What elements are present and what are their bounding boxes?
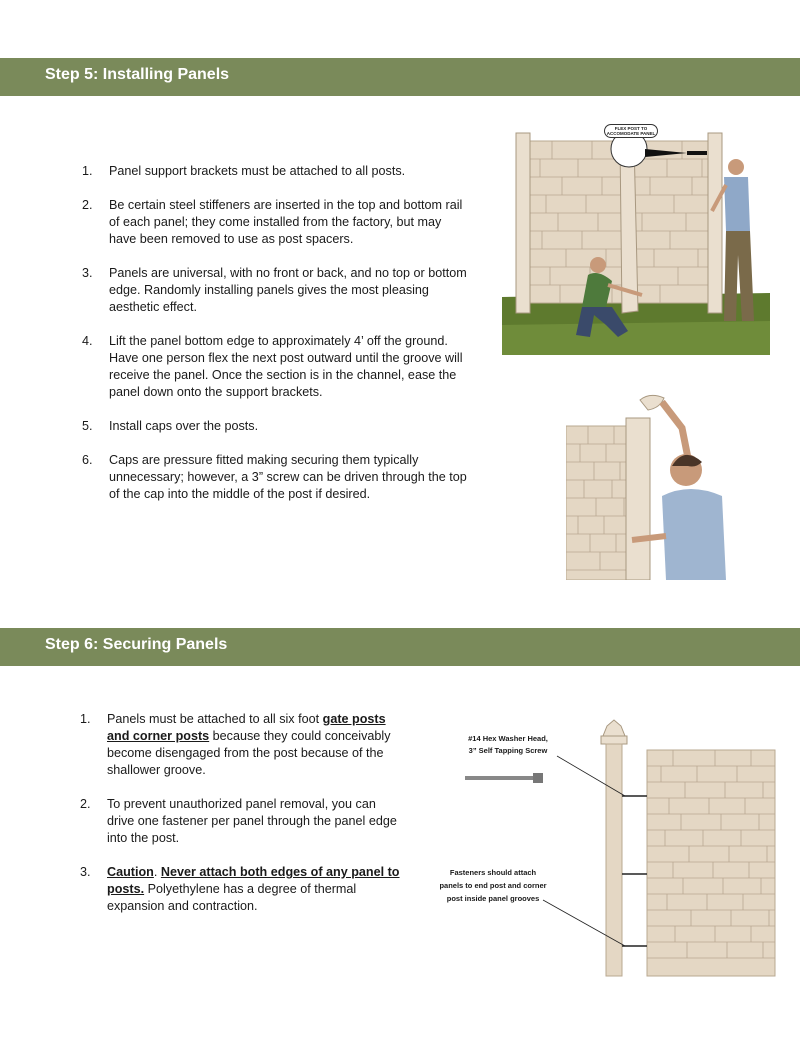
item-number: 1.	[80, 712, 91, 726]
step6-list	[80, 711, 400, 932]
item-text: Lift the panel bottom edge to approximately 4’ off the ground. Have one person flex the next post outward until the groove will receive the panel. Once the section is in the channel, ease the panel down onto the support brackets.	[109, 334, 463, 399]
item-text: Polyethylene has a degree of thermal expansion and contraction.	[107, 882, 357, 913]
step6-banner	[0, 628, 800, 666]
item-number: 5.	[82, 419, 93, 433]
list-item	[80, 864, 400, 915]
list-item	[80, 796, 400, 847]
never-attach-warning: Never attach both edges of any panel to posts.	[107, 865, 400, 896]
list-item	[82, 418, 472, 435]
item-number: 3.	[80, 865, 91, 879]
list-item	[82, 197, 472, 248]
flex-post-callout: FLEX POST TO ACCOMODATE PANEL	[604, 124, 658, 138]
step5-list	[82, 163, 472, 520]
item-text: Caps are pressure fitted making securing them typically unnecessary; however, a 3” screw can be driven through the top of the cap into the middle of the post if desired.	[109, 453, 467, 501]
fastener-label-line2: panels to end post and corner	[439, 881, 547, 890]
fastener-diagram	[425, 718, 780, 980]
fastener-label-line3: post inside panel grooves	[446, 894, 540, 903]
item-text: To prevent unauthorized panel removal, you can drive one fastener per panel through the panel edge into the post.	[107, 797, 397, 845]
fastener-label	[428, 866, 558, 905]
item-number: 2.	[82, 198, 93, 212]
item-text: Install caps over the posts.	[109, 419, 259, 433]
item-number: 1.	[82, 164, 93, 178]
list-item	[82, 452, 472, 503]
item-text: Panels must be attached to all six foot	[107, 712, 323, 726]
item-number: 2.	[80, 797, 91, 811]
cap-install-illustration	[566, 388, 736, 580]
caution-label: Caution	[107, 865, 154, 879]
item-text: Be certain steel stiffeners are inserted in the top and bottom rail of each panel; they come installed from the factory, but may have been removed to use as post spacers.	[109, 198, 463, 246]
list-item	[82, 265, 472, 316]
list-item	[82, 333, 472, 401]
screw-label-line1: #14 Hex Washer Head,	[468, 734, 548, 743]
step5-banner	[0, 58, 800, 96]
panel-install-illustration	[502, 125, 770, 355]
item-number: 6.	[82, 453, 93, 467]
list-item	[80, 711, 400, 779]
item-text: .	[153, 865, 161, 879]
item-text: Panels are universal, with no front or back, and no top or bottom edge. Randomly installing panels gives the most pleasing aesthetic effect.	[109, 266, 467, 314]
item-number: 4.	[82, 334, 93, 348]
step6-title: Step 6: Securing Panels	[45, 636, 228, 653]
fastener-label-line1: Fasteners should attach	[449, 868, 537, 877]
step5-title: Step 5: Installing Panels	[45, 66, 230, 83]
screw-label-line2: 3” Self Tapping Screw	[468, 746, 548, 755]
screw-label	[448, 733, 568, 757]
list-item	[82, 163, 472, 180]
item-number: 3.	[82, 266, 93, 280]
item-text: because they could conceivably become disengaged from the post because of the shallower groove.	[107, 729, 391, 777]
item-text: Panel support brackets must be attached to all posts.	[109, 164, 406, 178]
gate-corner-posts-emphasis: gate posts and corner posts	[107, 712, 386, 743]
